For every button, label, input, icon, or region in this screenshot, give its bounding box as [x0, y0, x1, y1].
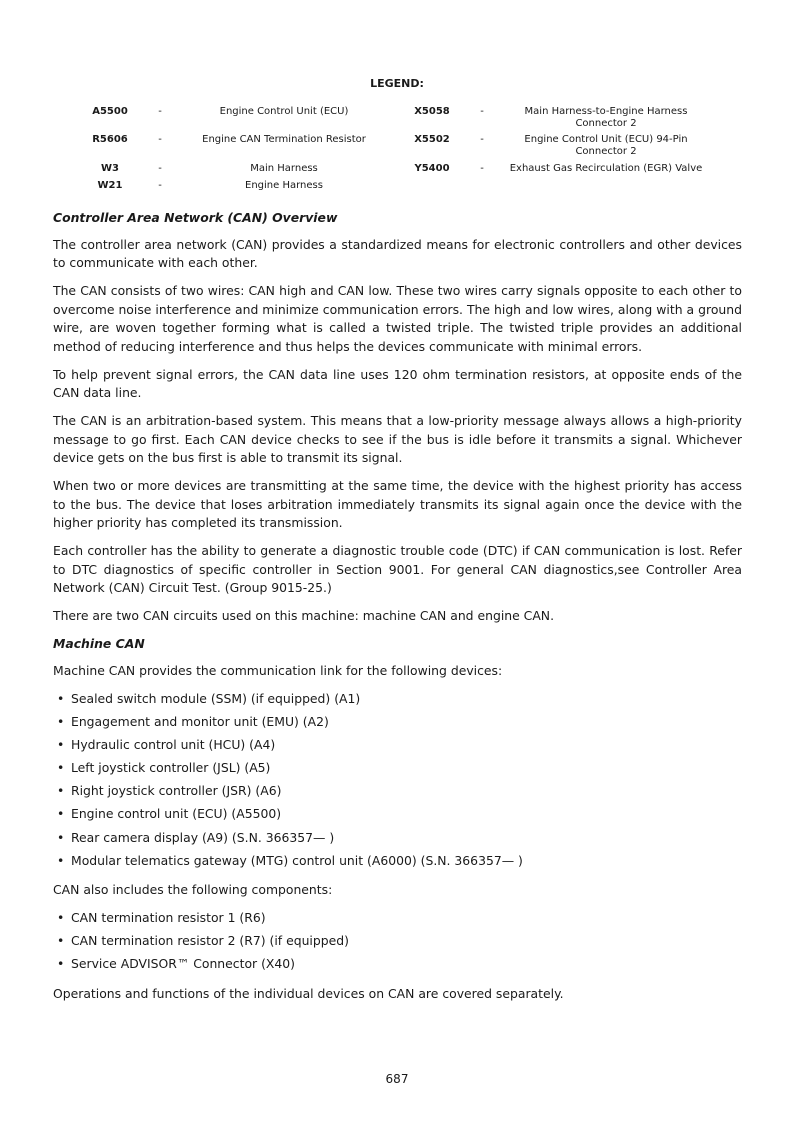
legend-description-line: Main Harness-to-Engine Harness	[524, 106, 688, 117]
list-item	[53, 759, 742, 782]
legend-dash: -	[158, 163, 162, 174]
paragraph: There are two CAN circuits used on this machine: machine CAN and engine CAN.	[53, 608, 555, 623]
legend-code: R5606	[92, 134, 128, 145]
legend-description: Exhaust Gas Recirculation (EGR) Valve	[509, 163, 703, 174]
list-item	[53, 852, 742, 875]
list-item	[53, 829, 742, 852]
paragraph: The CAN is an arbitration-based system. This means that a low-priority message always allows a high-priority message to go first. Each CAN device checks to see if the bus is idle before it transmits a signal. Whichever device gets on the bus first is able to transmit its signal.	[53, 413, 742, 465]
list-item-text: Engagement and monitor unit (EMU) (A2)	[71, 713, 329, 729]
paragraph: The CAN consists of two wires: CAN high and CAN low. These two wires carry signals opposite to each other to overcome noise interference and minimize communication errors. The high and low wires, along with a ground wire, are woven together forming what is called a twisted triple. The twisted triple provides an additional method of reducing interference and thus helps the devices communicate with minimal errors.	[53, 283, 742, 354]
legend-dash: -	[480, 163, 484, 174]
legend-description	[500, 134, 712, 158]
bullet-icon: •	[57, 760, 65, 776]
list-item-text: CAN termination resistor 1 (R6)	[71, 910, 266, 925]
list-item-text: Hydraulic control unit (HCU) (A4)	[71, 736, 276, 752]
paragraph: Operations and functions of the individual devices on CAN are covered separately.	[53, 985, 564, 1001]
legend-description: Engine CAN Termination Resistor	[202, 134, 366, 145]
legend-code: X5058	[414, 106, 450, 117]
paragraph: Machine CAN provides the communication link for the following devices:	[53, 662, 503, 678]
bullet-icon: •	[57, 736, 65, 752]
legend-description-line: Connector 2	[575, 146, 637, 157]
bullet-icon: •	[57, 933, 65, 949]
list-item	[53, 805, 742, 828]
list-item-text: Left joystick controller (JSL) (A5)	[71, 760, 271, 776]
legend-code: A5500	[92, 106, 128, 117]
list-item	[53, 736, 742, 759]
bullet-icon: •	[57, 783, 65, 799]
body-content	[53, 209, 742, 1013]
legend-dash: -	[480, 106, 484, 117]
component-list	[53, 909, 742, 979]
bullet-icon: •	[57, 806, 65, 822]
legend-description: Main Harness	[250, 163, 318, 174]
device-list	[53, 690, 742, 876]
legend-description	[500, 106, 712, 130]
list-item	[53, 909, 742, 932]
list-item	[53, 690, 742, 713]
bullet-icon: •	[57, 956, 65, 972]
legend-code: W21	[97, 180, 123, 191]
legend-code: Y5400	[414, 163, 450, 174]
legend-title: LEGEND:	[370, 77, 424, 90]
list-item	[53, 782, 742, 805]
paragraph: CAN also includes the following components:	[53, 882, 333, 897]
paragraph: When two or more devices are transmitting at the same time, the device with the highest priority has access to the bus. The device that loses arbitration immediately transmits its signal again once the device with the higher priority has completed its transmission.	[53, 478, 742, 530]
bullet-icon: •	[57, 829, 65, 845]
legend-code: X5502	[414, 134, 450, 145]
subsection-heading: Machine CAN	[53, 636, 145, 651]
list-item-text: Rear camera display (A9) (S.N. 366357— )	[71, 829, 335, 845]
legend-dash: -	[158, 180, 162, 191]
bullet-icon: •	[57, 713, 65, 729]
paragraph: To help prevent signal errors, the CAN data line uses 120 ohm termination resistors, at opposite ends of the CAN data line.	[53, 366, 742, 400]
legend-description-line: Connector 2	[575, 118, 637, 129]
list-item-text: Right joystick controller (JSR) (A6)	[71, 783, 282, 799]
list-item	[53, 932, 742, 955]
list-item-text: Service ADVISOR™ Connector (X40)	[71, 956, 295, 972]
legend-dash: -	[158, 134, 162, 145]
legend-description-line: Engine Control Unit (ECU) 94-Pin	[524, 134, 688, 145]
list-item-text: Modular telematics gateway (MTG) control unit (A6000) (S.N. 366357— )	[71, 852, 523, 868]
list-item-text: Sealed switch module (SSM) (if equipped) (A1)	[71, 690, 361, 706]
paragraph: Each controller has the ability to generate a diagnostic trouble code (DTC) if CAN communication is lost. Refer to DTC diagnostics of specific controller in Section 9001. For general CAN diagnostics,see Controller Area Network (CAN) Circuit Test. (Group 9015-25.)	[53, 543, 742, 595]
legend-dash: -	[480, 134, 484, 145]
bullet-icon: •	[57, 690, 65, 706]
legend-code: W3	[101, 163, 119, 174]
list-item	[53, 713, 742, 736]
bullet-icon: •	[57, 910, 65, 925]
paragraph: The controller area network (CAN) provides a standardized means for electronic controllers and other devices to communicate with each other.	[53, 236, 742, 270]
legend-description: Engine Control Unit (ECU)	[219, 106, 349, 117]
list-item-text: Engine control unit (ECU) (A5500)	[71, 806, 282, 822]
list-item	[53, 955, 742, 978]
page-number: 687	[385, 1072, 409, 1086]
legend-dash: -	[158, 106, 162, 117]
legend-description: Engine Harness	[245, 180, 323, 191]
section-heading: Controller Area Network (CAN) Overview	[53, 210, 338, 225]
bullet-icon: •	[57, 852, 65, 868]
list-item-text: CAN termination resistor 2 (R7) (if equipped)	[71, 933, 349, 949]
